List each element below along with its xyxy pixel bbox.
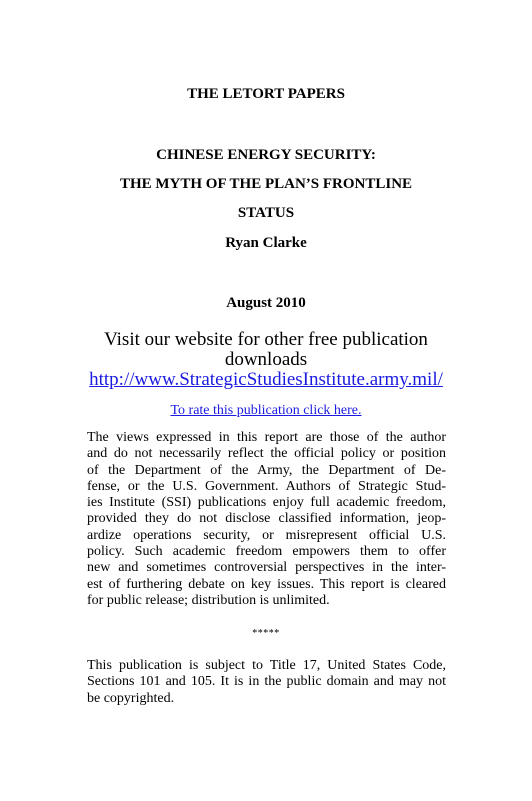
visit-text-line-2: downloads [224, 349, 308, 370]
title-line-1: CHINESE ENERGY SECURITY: [156, 147, 376, 163]
disclaimer-line: The views expressed in this report are those of the author [87, 430, 446, 445]
copyright-paragraph [87, 658, 446, 707]
disclaimer-line: and do not necessarily reflect the official policy or position [87, 446, 446, 462]
copyright-line: Sections 101 and 105. It is in the public domain and may not [87, 674, 446, 690]
visit-text-line-1: Visit our website for other free publication [104, 329, 428, 350]
title-line-2: THE MYTH OF THE PLAN’S FRONTLINE [119, 176, 413, 192]
author-name: Ryan Clarke [225, 235, 307, 251]
disclaimer-line: provided they do not disclose classified information, jeop- [87, 511, 446, 527]
title-line-3: STATUS [237, 205, 295, 221]
disclaimer-line: of the Department of the Army, the Department of De- [87, 462, 446, 478]
disclaimer-line: new and sometimes controversial perspectives in the inter- [87, 560, 446, 576]
series-title: THE LETORT PAPERS [187, 86, 345, 102]
website-link[interactable]: http://www.StrategicStudiesInstitute.army.mil/ [89, 369, 443, 390]
section-separator: ***** [252, 628, 280, 639]
copyright-line: be copyrighted. [87, 690, 175, 706]
disclaimer-line: policy. Such academic freedom empowers them to offer [87, 544, 446, 560]
disclaimer-line: est of furthering debate on key issues. This report is cleared [87, 576, 446, 592]
disclaimer-paragraph [87, 430, 446, 609]
disclaimer-line: fense, or the U.S. Government. Authors of Strategic Stud- [87, 478, 446, 494]
disclaimer-line: ies Institute (SSI) publications enjoy full academic freedom, [87, 495, 446, 511]
rate-publication-link[interactable]: To rate this publication click here. [170, 403, 362, 418]
publication-date: August 2010 [226, 295, 306, 311]
disclaimer-line: for public release; distribution is unlimited. [87, 592, 330, 608]
disclaimer-line: ardize operations security, or misrepresent official U.S. [87, 527, 446, 543]
copyright-line: This publication is subject to Title 17, United States Code, [87, 658, 446, 673]
